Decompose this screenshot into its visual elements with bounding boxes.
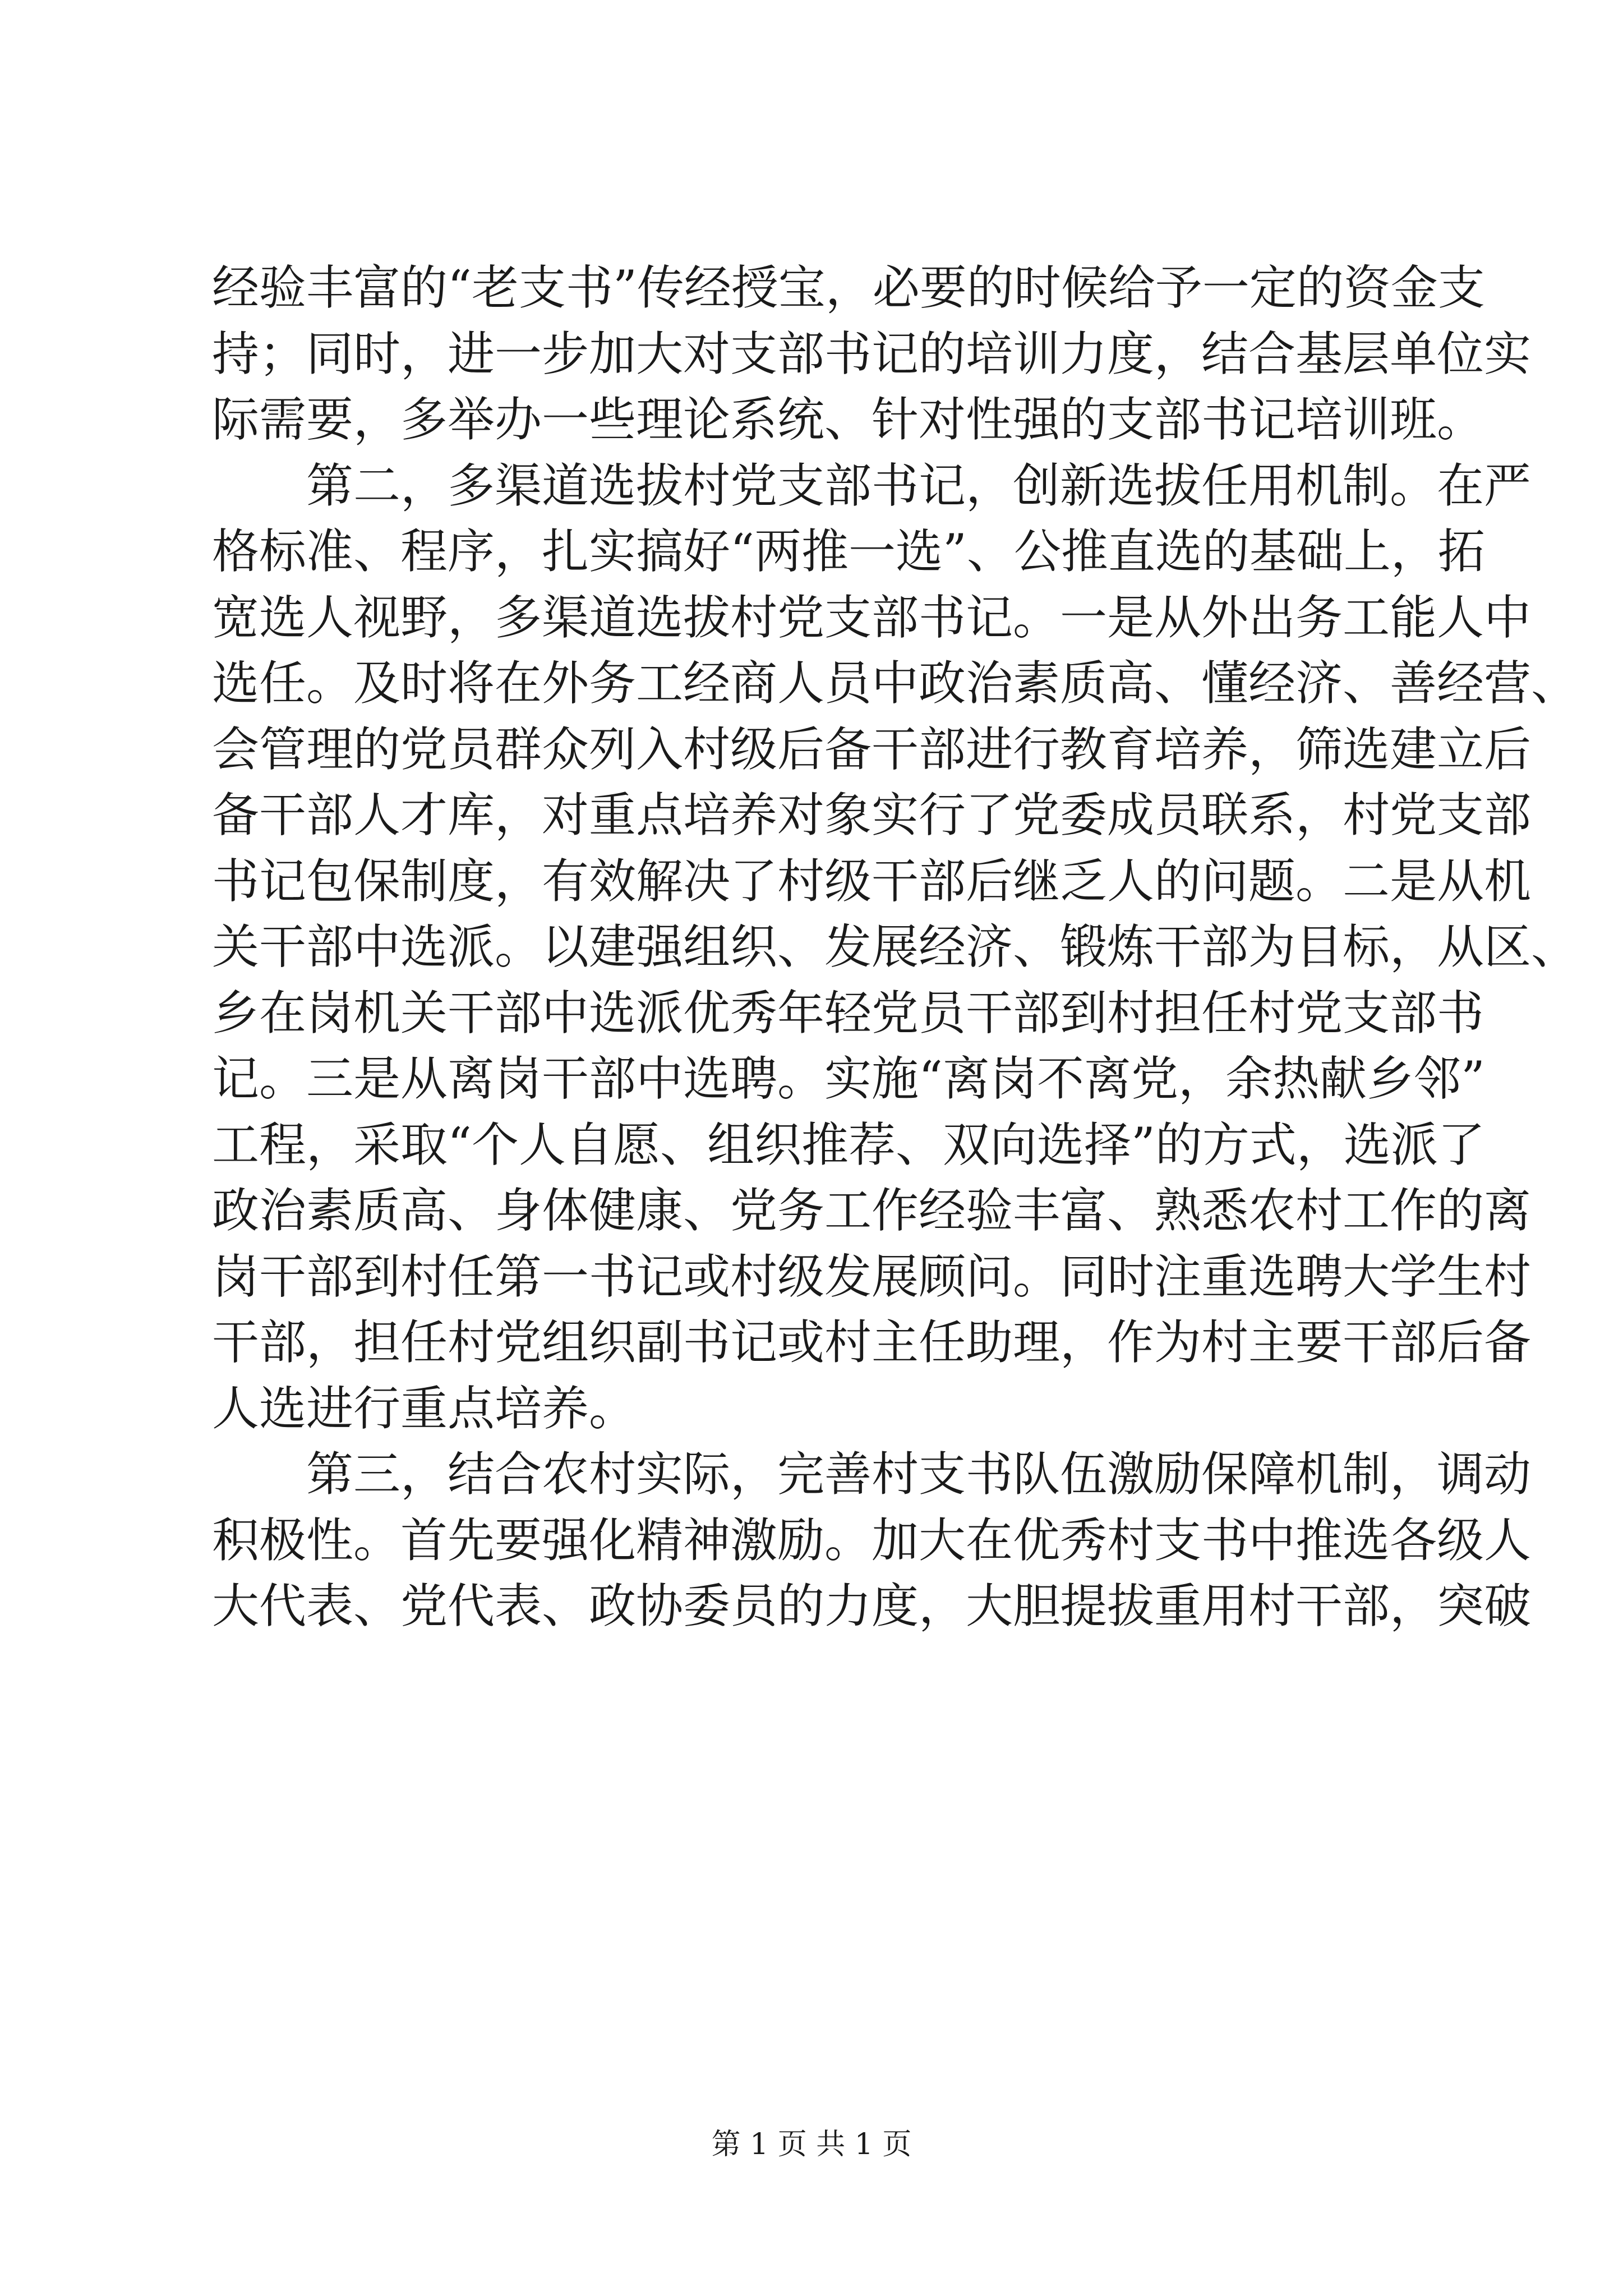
text-line: 第三，结合农村实际，完善村支书队伍激励保障机制，调动 [212, 1447, 1532, 1502]
text-line: 经验丰富的“老支书”传经授宝，必要的时候给予一定的资金支 [212, 260, 1485, 315]
text-line: 第二，多渠道选拔村党支部书记，创新选拔任用机制。在严 [212, 458, 1532, 513]
paragraph-2 [212, 453, 1579, 1442]
text-line: 格标准、程序，扎实搞好“两推一选”、公推直选的基础上，拓 [212, 524, 1485, 579]
text-line: 际需要，多举办一些理论系统、针对性强的支部书记培训班。 [212, 392, 1484, 447]
text-line: 岗干部到村任第一书记或村级发展顾问。同时注重选聘大学生村 [212, 1249, 1532, 1304]
text-line: 积极性。首先要强化精神激励。加大在优秀村支书中推选各级人 [212, 1512, 1532, 1568]
document-body [212, 255, 1579, 1640]
text-line: 记。三是从离岗干部中选聘。实施“离岗不离党，余热献乡邻” [212, 1051, 1485, 1106]
paragraph-3 [212, 1442, 1532, 1640]
text-line: 工程，采取“个人自愿、组织推荐、双向选择”的方式，选派了 [212, 1117, 1485, 1172]
text-line: 选任。及时将在外务工经商人员中政治素质高、懂经济、善经营、 [212, 656, 1579, 711]
text-line: 大代表、党代表、政协委员的力度，大胆提拔重用村干部，突破 [212, 1579, 1532, 1634]
text-line: 备干部人才库，对重点培养对象实行了党委成员联系，村党支部 [212, 788, 1532, 843]
text-line: 书记包保制度，有效解决了村级干部后继乏人的问题。二是从机 [212, 853, 1532, 909]
text-line: 会管理的党员群众列入村级后备干部进行教育培养，筛选建立后 [212, 721, 1532, 777]
paragraph-1 [212, 255, 1532, 453]
page-number-label: 第 1 页 共 1 页 [711, 2128, 912, 2161]
text-line: 政治素质高、身体健康、党务工作经验丰富、熟悉农村工作的离 [212, 1183, 1532, 1238]
page-footer [0, 2125, 1623, 2164]
text-line: 乡在岗机关干部中选派优秀年轻党员干部到村担任村党支部书 [212, 985, 1484, 1041]
text-line: 干部，担任村党组织副书记或村主任助理，作为村主要干部后备 [212, 1315, 1532, 1370]
text-line: 人选进行重点培养。 [212, 1381, 637, 1436]
text-line: 宽选人视野，多渠道选拔村党支部书记。一是从外出务工能人中 [212, 590, 1532, 645]
text-line: 关干部中选派。以建强组织、发展经济、锻炼干部为目标，从区、 [212, 919, 1579, 974]
text-line: 持；同时，进一步加大对支部书记的培训力度，结合基层单位实 [212, 326, 1532, 381]
